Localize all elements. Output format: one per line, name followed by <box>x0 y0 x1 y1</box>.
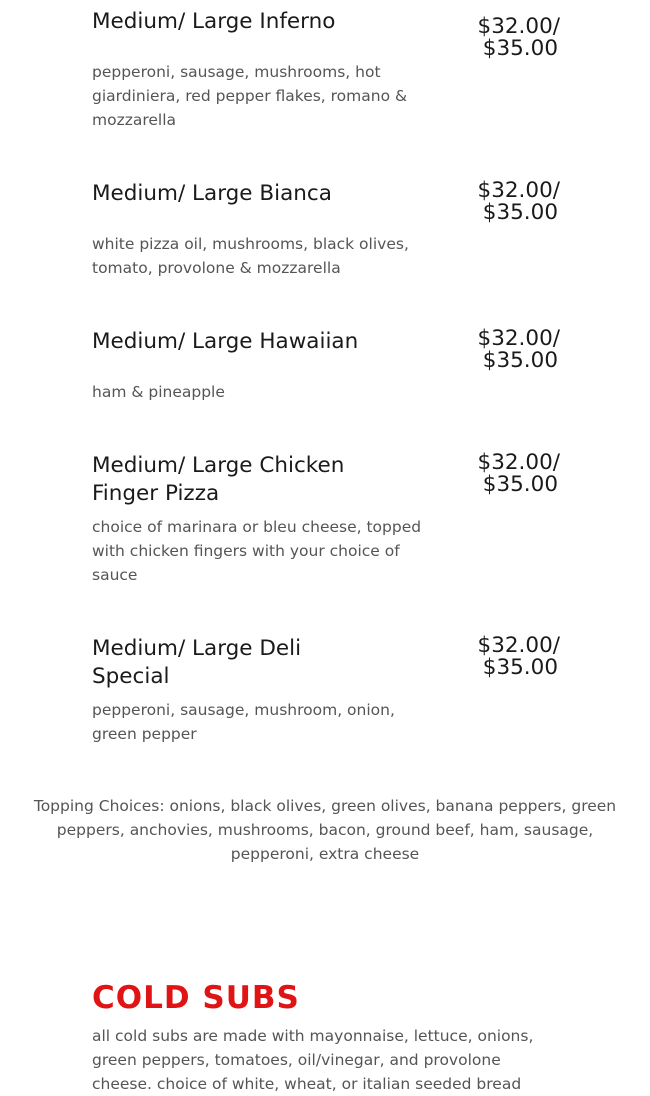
item-description: pepperoni, sausage, mushrooms, hot giardiniera, red pepper flakes, romano & mozzarella <box>92 63 408 129</box>
item-price <box>440 180 560 224</box>
price-medium: $32.00/ <box>477 326 560 351</box>
item-name: Medium/ Large Hawaiian <box>92 329 359 354</box>
price-medium: $32.00/ <box>477 14 560 39</box>
price-large: $35.00 <box>482 348 558 373</box>
item-name: Medium/ Large Deli Special <box>92 636 302 689</box>
item-description: choice of marinara or bleu cheese, topped with chicken fingers with your choice of sauce <box>92 518 422 584</box>
section-description: all cold subs are made with mayonnaise, lettuce, onions, green peppers, tomatoes, oil/vinegar, and provolone cheese. choice of white, wheat, or italian seeded bread <box>92 1027 534 1093</box>
price-medium: $32.00/ <box>477 450 560 475</box>
topping-choices: Topping Choices: onions, black olives, green olives, banana peppers, green peppers, anchovies, mushrooms, bacon, ground beef, ham, sausage, pepperoni, extra cheese <box>33 797 617 863</box>
item-price <box>440 16 560 60</box>
section-title-cold-subs: COLD SUBS <box>92 980 300 1016</box>
price-large: $35.00 <box>482 472 558 497</box>
item-description: white pizza oil, mushrooms, black olives, tomato, provolone & mozzarella <box>92 235 409 277</box>
price-medium: $32.00/ <box>477 178 560 203</box>
item-description: ham & pineapple <box>92 383 225 401</box>
price-large: $35.00 <box>482 655 558 680</box>
price-medium: $32.00/ <box>477 633 560 658</box>
price-large: $35.00 <box>482 36 558 61</box>
item-description: pepperoni, sausage, mushroom, onion, green pepper <box>92 701 395 743</box>
item-price <box>440 635 560 679</box>
item-price <box>440 328 560 372</box>
item-price <box>440 452 560 496</box>
item-name: Medium/ Large Inferno <box>92 9 336 34</box>
price-large: $35.00 <box>482 200 558 225</box>
item-name: Medium/ Large Bianca <box>92 181 332 206</box>
item-name: Medium/ Large Chicken Finger Pizza <box>92 453 345 506</box>
